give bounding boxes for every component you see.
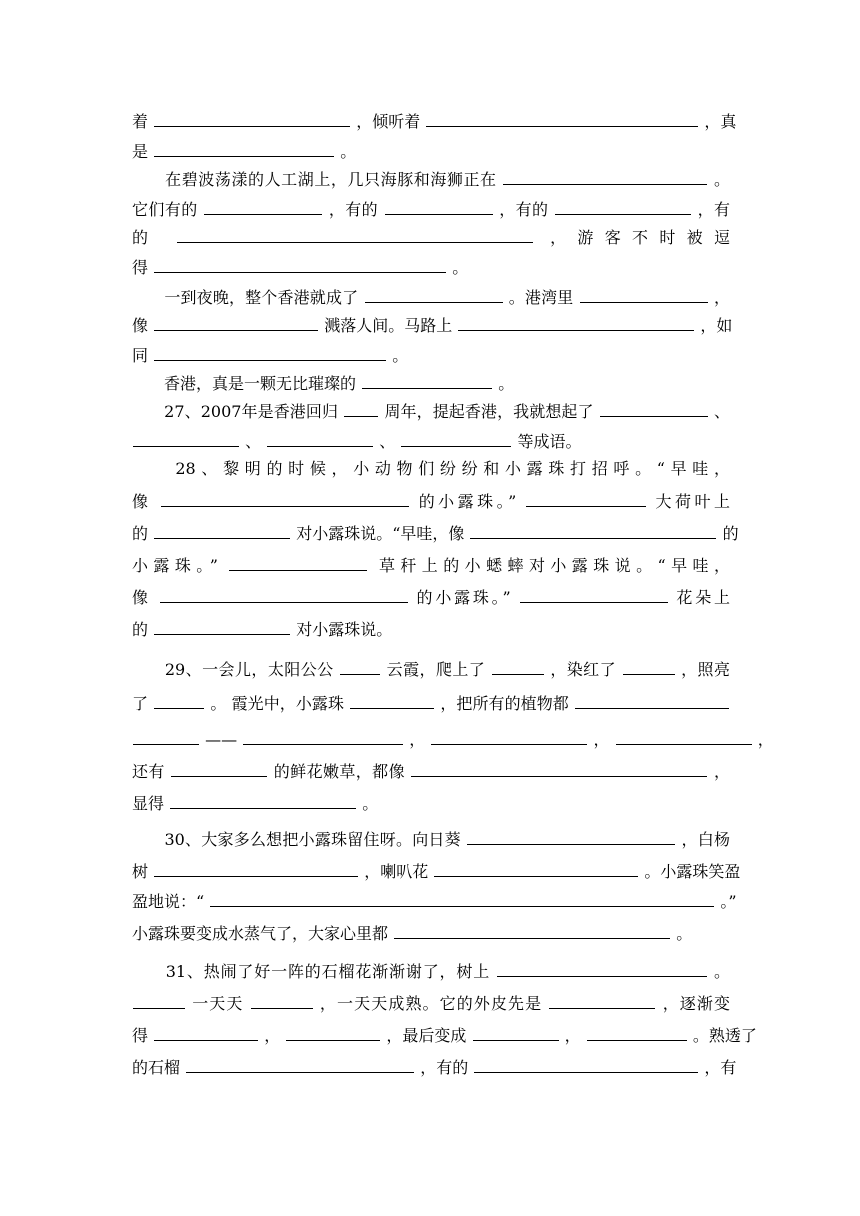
text-segment: 得 bbox=[132, 258, 149, 277]
text-line bbox=[132, 1022, 757, 1048]
text-segment: —— bbox=[205, 730, 238, 749]
text-segment: 一到夜晚，整个香港就成了 bbox=[132, 288, 359, 307]
text-line bbox=[132, 284, 730, 310]
fill-in-blank[interactable] bbox=[133, 428, 239, 447]
text-segment: 。 bbox=[498, 374, 515, 393]
text-line bbox=[132, 196, 730, 222]
text-segment: 。 bbox=[392, 346, 409, 365]
text-segment: ， bbox=[409, 730, 426, 749]
text-segment: 的鲜花嫩草，都像 bbox=[273, 762, 405, 781]
text-segment: 的 bbox=[132, 524, 149, 543]
text-line bbox=[132, 488, 730, 514]
fill-in-blank[interactable] bbox=[229, 552, 367, 571]
text-line bbox=[132, 584, 730, 610]
text-segment: 了 bbox=[132, 694, 149, 713]
text-segment: 。 bbox=[340, 142, 357, 161]
text-segment: ，染红了 bbox=[550, 660, 617, 679]
fill-in-blank[interactable] bbox=[431, 726, 587, 745]
fill-in-blank[interactable] bbox=[503, 166, 707, 185]
text-segment: 。 bbox=[362, 794, 379, 813]
fill-in-blank[interactable] bbox=[154, 342, 386, 361]
text-segment: 的 bbox=[132, 228, 160, 247]
text-segment: 对小露珠说。 bbox=[296, 620, 393, 639]
text-line bbox=[132, 520, 739, 546]
fill-in-blank[interactable] bbox=[210, 888, 714, 907]
text-segment: ，有的 bbox=[420, 1058, 469, 1077]
text-segment: ，照亮 bbox=[681, 660, 730, 679]
text-segment: 在碧波荡漾的人工湖上，几只海豚和海狮正在 bbox=[132, 170, 497, 189]
text-segment: 。小露珠笑盈 bbox=[644, 862, 741, 881]
text-segment: ，喇叭花 bbox=[364, 862, 429, 881]
fill-in-blank[interactable] bbox=[267, 428, 373, 447]
text-segment: 。 霞光中，小露珠 bbox=[210, 694, 345, 713]
fill-in-blank[interactable] bbox=[154, 108, 350, 127]
text-line bbox=[132, 826, 730, 852]
fill-in-blank[interactable] bbox=[365, 284, 503, 303]
text-segment: 草秆上的小蟋蟀对小露珠说。“早哇， bbox=[378, 556, 730, 575]
text-segment: ，最后变成 bbox=[386, 1026, 467, 1045]
fill-in-blank[interactable] bbox=[555, 196, 691, 215]
text-line bbox=[132, 166, 730, 192]
text-line bbox=[132, 726, 774, 752]
fill-in-blank[interactable] bbox=[133, 726, 199, 745]
text-segment: 它们有的 bbox=[132, 200, 198, 219]
text-segment: 小露珠。” bbox=[132, 556, 218, 575]
text-segment: 27、2007年是香港回归 bbox=[132, 402, 339, 421]
text-segment: 周年，提起香港，我就想起了 bbox=[384, 402, 594, 421]
text-line bbox=[132, 920, 730, 946]
fill-in-blank[interactable] bbox=[186, 1054, 414, 1073]
text-segment: 。 bbox=[452, 258, 469, 277]
text-segment: 的石榴 bbox=[132, 1058, 181, 1077]
text-segment: 。港湾里 bbox=[508, 288, 574, 307]
text-segment: ，游客不时被逗 bbox=[550, 228, 730, 247]
text-segment: 着 bbox=[132, 112, 149, 131]
text-segment: 31、热闹了好一阵的石榴花渐渐谢了，树上 bbox=[132, 962, 491, 981]
text-line bbox=[132, 224, 730, 250]
text-segment: 。” bbox=[720, 892, 737, 911]
text-segment: 花朵上 bbox=[676, 588, 730, 607]
fill-in-blank[interactable] bbox=[623, 656, 675, 675]
fill-in-blank[interactable] bbox=[154, 616, 290, 635]
text-segment: ，一天天成熟。它的外皮先是 bbox=[319, 994, 543, 1013]
fill-in-blank[interactable] bbox=[251, 990, 313, 1009]
fill-in-blank[interactable] bbox=[154, 138, 334, 157]
fill-in-blank[interactable] bbox=[177, 224, 533, 243]
text-segment: ，逐渐变 bbox=[662, 994, 730, 1013]
text-segment: 。 bbox=[713, 962, 730, 981]
text-line bbox=[132, 342, 730, 368]
text-segment: ，如 bbox=[700, 316, 733, 335]
text-line bbox=[132, 398, 730, 424]
fill-in-blank[interactable] bbox=[286, 1022, 380, 1041]
text-segment: 、 bbox=[245, 432, 262, 451]
fill-in-blank[interactable] bbox=[154, 858, 358, 877]
fill-in-blank[interactable] bbox=[401, 428, 511, 447]
text-segment: 。 bbox=[676, 924, 693, 943]
fill-in-blank[interactable] bbox=[497, 958, 707, 977]
fill-in-blank[interactable] bbox=[344, 398, 378, 417]
text-segment: ， bbox=[757, 730, 774, 749]
text-segment: 像 bbox=[132, 492, 152, 511]
text-segment: ，有 bbox=[704, 1058, 737, 1077]
fill-in-blank[interactable] bbox=[170, 790, 356, 809]
fill-in-blank[interactable] bbox=[580, 284, 708, 303]
fill-in-blank[interactable] bbox=[154, 520, 290, 539]
text-segment: ，有 bbox=[697, 200, 730, 219]
text-segment: 大荷叶上 bbox=[655, 492, 731, 511]
text-line bbox=[132, 616, 730, 642]
text-segment: 、 bbox=[379, 432, 396, 451]
fill-in-blank[interactable] bbox=[587, 1022, 687, 1041]
text-line bbox=[132, 456, 730, 482]
fill-in-blank[interactable] bbox=[133, 990, 185, 1009]
text-segment: 盈地说：“ bbox=[132, 892, 205, 911]
text-segment: 像 bbox=[132, 588, 151, 607]
fill-in-blank[interactable] bbox=[600, 398, 708, 417]
text-line bbox=[132, 990, 730, 1016]
text-line bbox=[132, 656, 730, 682]
text-segment: 小露珠要变成水蒸气了，大家心里都 bbox=[132, 924, 389, 943]
text-segment: ，有的 bbox=[499, 200, 549, 219]
fill-in-blank[interactable] bbox=[204, 196, 322, 215]
text-line bbox=[132, 312, 733, 338]
fill-in-blank[interactable] bbox=[362, 370, 492, 389]
fill-in-blank[interactable] bbox=[575, 690, 729, 709]
fill-in-blank[interactable] bbox=[492, 656, 544, 675]
text-segment: 同 bbox=[132, 346, 149, 365]
text-segment: ， bbox=[593, 730, 610, 749]
fill-in-blank[interactable] bbox=[467, 826, 675, 845]
text-segment: 对小露珠说。“早哇，像 bbox=[296, 524, 465, 543]
text-segment: 、 bbox=[713, 402, 730, 421]
fill-in-blank[interactable] bbox=[385, 196, 493, 215]
fill-in-blank[interactable] bbox=[154, 312, 318, 331]
text-segment: 像 bbox=[132, 316, 149, 335]
text-line bbox=[132, 428, 730, 454]
text-segment: 。 bbox=[713, 170, 730, 189]
fill-in-blank[interactable] bbox=[161, 488, 409, 507]
fill-in-blank[interactable] bbox=[340, 656, 380, 675]
text-segment: 的小露珠。” bbox=[418, 492, 517, 511]
text-segment: 是 bbox=[132, 142, 149, 161]
text-line bbox=[132, 138, 730, 164]
fill-in-blank[interactable] bbox=[426, 108, 698, 127]
text-segment: 30、大家多么想把小露珠留住呀。向日葵 bbox=[132, 830, 461, 849]
fill-in-blank[interactable] bbox=[549, 990, 655, 1009]
text-segment: 树 bbox=[132, 862, 149, 881]
text-segment: ，有的 bbox=[328, 200, 379, 219]
fill-in-blank[interactable] bbox=[616, 726, 752, 745]
fill-in-blank[interactable] bbox=[154, 1022, 258, 1041]
text-segment: 等成语。 bbox=[517, 432, 582, 451]
text-line bbox=[132, 108, 737, 134]
text-segment: 。熟透了 bbox=[692, 1026, 757, 1045]
text-segment: 29、一会儿，太阳公公 bbox=[132, 660, 334, 679]
text-segment: ，白杨 bbox=[681, 830, 730, 849]
fill-in-blank[interactable] bbox=[394, 920, 670, 939]
fill-in-blank[interactable] bbox=[154, 254, 446, 273]
text-line bbox=[132, 552, 730, 578]
text-segment: 28、黎明的时候，小动物们纷纷和小露珠打招呼。“早哇， bbox=[132, 459, 730, 478]
fill-in-blank[interactable] bbox=[160, 584, 408, 603]
text-line bbox=[132, 790, 730, 816]
text-segment: 显得 bbox=[132, 794, 165, 813]
text-segment: ， bbox=[264, 1026, 281, 1045]
text-segment: 的小露珠。” bbox=[416, 588, 511, 607]
fill-in-blank[interactable] bbox=[474, 1054, 698, 1073]
text-line bbox=[132, 254, 730, 280]
text-segment: 云霞，爬上了 bbox=[386, 660, 486, 679]
text-segment: ，真 bbox=[704, 112, 737, 131]
fill-in-blank[interactable] bbox=[470, 520, 716, 539]
text-segment: ， bbox=[713, 762, 730, 781]
fill-in-blank[interactable] bbox=[350, 690, 434, 709]
fill-in-blank[interactable] bbox=[526, 488, 646, 507]
fill-in-blank[interactable] bbox=[458, 312, 694, 331]
text-line bbox=[132, 1054, 737, 1080]
fill-in-blank[interactable] bbox=[171, 758, 267, 777]
text-line bbox=[132, 758, 730, 784]
text-segment: 香港，真是一颗无比璀璨的 bbox=[132, 374, 357, 393]
text-line bbox=[132, 888, 737, 914]
fill-in-blank[interactable] bbox=[411, 758, 707, 777]
text-segment: 的 bbox=[722, 524, 739, 543]
text-segment: ， bbox=[713, 288, 730, 307]
text-segment: 得 bbox=[132, 1026, 149, 1045]
text-line bbox=[132, 690, 730, 716]
text-segment: ，把所有的植物都 bbox=[440, 694, 569, 713]
text-segment: 还有 bbox=[132, 762, 165, 781]
text-segment: 溅落人间。马路上 bbox=[324, 316, 453, 335]
fill-in-blank[interactable] bbox=[520, 584, 668, 603]
text-line bbox=[132, 370, 730, 396]
text-segment: 的 bbox=[132, 620, 149, 639]
fill-in-blank[interactable] bbox=[434, 858, 638, 877]
text-line bbox=[132, 958, 730, 984]
text-segment: ， bbox=[564, 1026, 581, 1045]
fill-in-blank[interactable] bbox=[473, 1022, 559, 1041]
text-segment: 一天天 bbox=[192, 994, 244, 1013]
fill-in-blank[interactable] bbox=[154, 690, 204, 709]
text-line bbox=[132, 858, 741, 884]
text-segment: ，倾听着 bbox=[356, 112, 421, 131]
fill-in-blank[interactable] bbox=[243, 726, 403, 745]
